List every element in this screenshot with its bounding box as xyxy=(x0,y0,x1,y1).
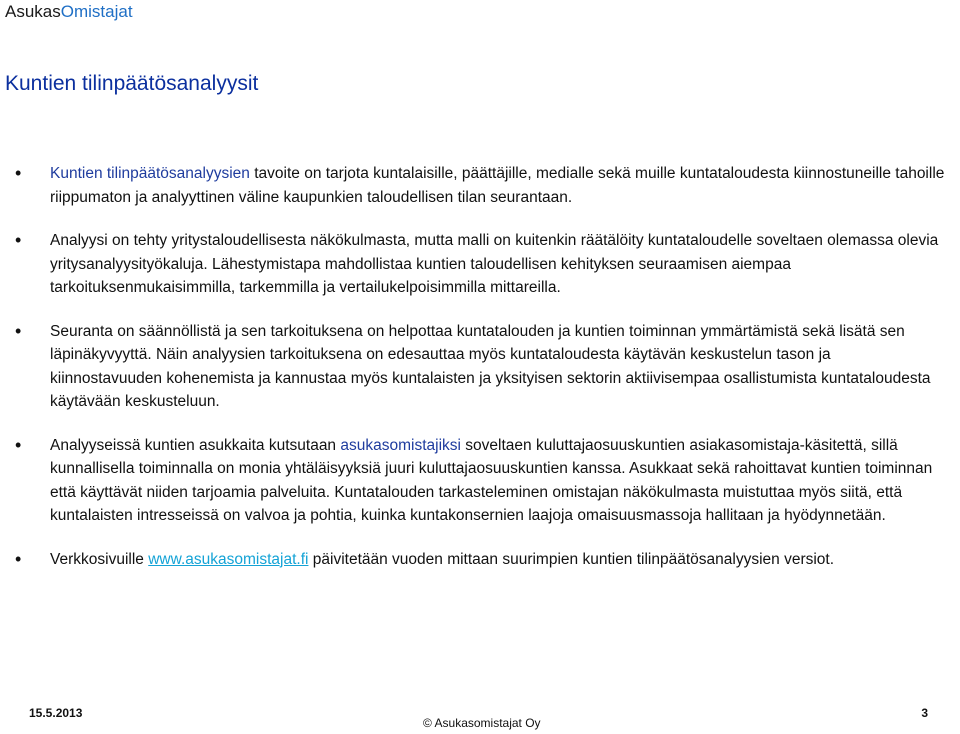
bullet-text-owners-before: Analyyseissä kuntien asukkaita kutsutaan xyxy=(50,436,341,454)
footer-copyright: © Asukasomistajat Oy xyxy=(423,716,541,730)
bullet-item-owners xyxy=(0,434,960,528)
bullet-item-goal xyxy=(0,162,960,209)
bullet-item-monitoring xyxy=(0,320,960,414)
brand-logo xyxy=(5,2,133,22)
bullet-text-approach: Analyysi on tehty yritystaloudellisesta näkökulmasta, mutta malli on kuitenkin räätälöity kuntataloudelle soveltaen olemassa olevia yritysanalyysityökaluja. Lähestymistapa mahdollistaa kuntien taloudellisen kehityksen seuraamisen aiempaa tarkoituksenmukaisimmilla, tarkemmilla ja vertailukelpoisimmilla mittareilla. xyxy=(50,232,939,296)
bullet-highlight-owners: asukasomistajiksi xyxy=(340,436,461,454)
bullet-text-website-before: Verkkosivuille xyxy=(50,550,149,568)
footer-date: 15.5.2013 xyxy=(29,706,83,720)
bullet-text-monitoring: Seuranta on säännöllistä ja sen tarkoituksena on helpottaa kuntatalouden ja kuntien toiminnan ymmärtämistä sekä lisätä sen läpinäkyvyyttä. Näin analyysien tarkoituksena on edesauttaa myös kuntataloudesta käytävän keskustelun tason ja kiinnostavuuden kohenemista ja kannustaa myös kuntalaisten ja yksityisen sektorin aktiivisempaa osallistumista kuntataloudesta käytävään keskusteluun. xyxy=(50,322,931,410)
brand-logo-part1: Asukas xyxy=(5,2,61,21)
page-title: Kuntien tilinpäätösanalyysit xyxy=(5,72,259,95)
bullet-text-owners-after: soveltaen kuluttajaosuuskuntien asiakasomistaja-käsitettä, sillä kunnallisella toiminnalla on monia yhtäläisyyksiä juuri kuluttajaosuuskuntien kanssa. Asukkaat sekä rahoittavat kuntien toiminnan että käyttävät niiden tarjoamia palveluita. Kuntatalouden tarkasteleminen omistajan näkökulmasta muistuttaa myös siitä, että kuntalaisten intresseissä on valvoa ja pohtia, kuinka kuntakonsernien laajoja omaisuusmassoja hallitaan ja hyödynnetään. xyxy=(50,436,933,524)
bullet-highlight-analyses: Kuntien tilinpäätösanalyysien xyxy=(50,165,250,182)
website-link[interactable]: www.asukasomistajat.fi xyxy=(148,550,309,568)
bullet-item-approach xyxy=(0,229,960,300)
page-number: 3 xyxy=(921,706,928,720)
bullet-text-goal: tavoite on tarjota kuntalaisille, päättäjille, medialle sekä muille kuntataloudesta kiinnostuneille tahoille riippumaton ja analyyttinen väline kaupunkien taloudellisen tilan seurantaan. xyxy=(50,165,945,206)
bullet-text-website-after: päivitetään vuoden mittaan suurimpien kuntien tilinpäätösanalyysien versiot. xyxy=(308,550,835,568)
bullet-list xyxy=(0,162,960,591)
bullet-item-website xyxy=(0,548,960,572)
brand-logo-part2: Omistajat xyxy=(60,2,133,21)
